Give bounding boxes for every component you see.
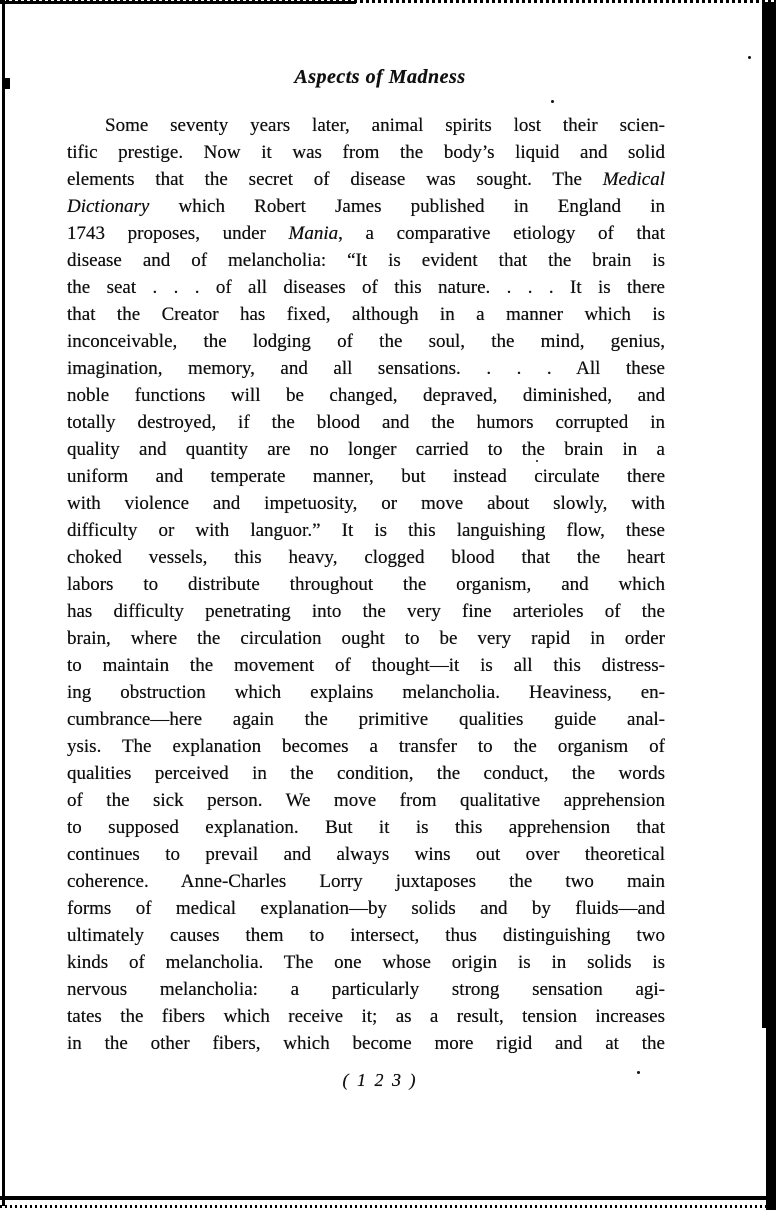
text-segment: choked vessels, this heavy, clogged blood that the heart (67, 547, 665, 568)
text-segment: cumbrance—here again the primitive qualities guide anal- (67, 709, 665, 730)
text-line (67, 922, 665, 949)
body-text (67, 112, 665, 1057)
text-segment: imagination, memory, and all sensations. . . . All these (67, 358, 665, 379)
text-segment: coherence. Anne-Charles Lorry juxtaposes the two main (67, 871, 665, 892)
text-segment: to maintain the movement of thought—it is all this distress- (67, 655, 665, 676)
text-line (67, 463, 665, 490)
text-line (67, 976, 665, 1003)
text-segment: noble functions will be changed, depraved, diminished, and (67, 385, 665, 406)
text-segment: forms of medical explanation—by solids and by fluids—and (67, 898, 665, 919)
italic-text-segment: Dictionary (67, 196, 150, 217)
text-line (67, 571, 665, 598)
text-segment: quality and quantity are no longer carried to the brain in a (67, 439, 665, 460)
text-segment: ultimately causes them to intersect, thus distinguishing two (67, 925, 665, 946)
text-line (67, 652, 665, 679)
text-segment: continues to prevail and always wins out over theoretical (67, 844, 665, 865)
text-line (67, 895, 665, 922)
text-line (67, 139, 665, 166)
text-line (67, 436, 665, 463)
text-line (67, 598, 665, 625)
text-line (67, 220, 665, 247)
text-line (67, 760, 665, 787)
text-segment: difficulty or with languor.” It is this languishing flow, these (67, 520, 665, 541)
text-line (67, 787, 665, 814)
italic-text-segment: Medical (602, 169, 665, 190)
text-line (67, 814, 665, 841)
scan-artifact-left-notch (2, 78, 10, 89)
text-line (67, 274, 665, 301)
text-line (67, 679, 665, 706)
scan-speck (748, 56, 751, 59)
text-segment: inconceivable, the lodging of the soul, the mind, genius, (67, 331, 665, 352)
text-segment: qualities perceived in the condition, the conduct, the words (67, 763, 665, 784)
text-line (67, 949, 665, 976)
text-segment: totally destroyed, if the blood and the humors corrupted in (67, 412, 665, 433)
scan-border-bottom-rule (0, 1196, 776, 1200)
text-segment: in the other fibers, which become more rigid and at the (67, 1033, 665, 1054)
italic-text-segment: Mania (288, 223, 339, 244)
text-line (67, 625, 665, 652)
text-line (67, 409, 665, 436)
text-line (67, 517, 665, 544)
text-line (67, 1030, 665, 1057)
text-segment: brain, where the circulation ought to be very rapid in order (67, 628, 665, 649)
text-line (67, 301, 665, 328)
text-segment: tific prestige. Now it was from the body’s liquid and solid (67, 142, 665, 163)
scan-speck (551, 100, 554, 103)
text-segment: Some seventy years later, animal spirits lost their scien- (105, 115, 665, 136)
text-segment: ing obstruction which explains melancholia. Heaviness, en- (67, 682, 665, 703)
text-segment: , a comparative etiology of that (338, 223, 665, 244)
scan-border-top-rule (0, 1, 356, 4)
scan-border-right-bar (762, 2, 776, 1028)
text-line (67, 1003, 665, 1030)
text-line (67, 868, 665, 895)
page-number: ( 1 2 3 ) (342, 1070, 418, 1090)
text-line (67, 706, 665, 733)
text-line (67, 355, 665, 382)
text-segment: which Robert James published in England in (149, 196, 665, 217)
text-segment: of the sick person. We move from qualitative apprehension (67, 790, 665, 811)
text-segment: nervous melancholia: a particularly strong sensation agi- (67, 979, 665, 1000)
text-segment: kinds of melancholia. The one whose origin is in solids is (67, 952, 665, 973)
text-segment: elements that the secret of disease was sought. The (67, 169, 603, 190)
text-line (67, 328, 665, 355)
text-segment: that the Creator has fixed, although in a manner which is (67, 304, 665, 325)
text-segment: to supposed explanation. But it is this apprehension that (67, 817, 665, 838)
text-segment: the seat . . . of all diseases of this nature. . . . It is there (67, 277, 665, 298)
text-line (67, 733, 665, 760)
text-segment: disease and of melancholia: “It is evident that the brain is (67, 250, 665, 271)
text-line (67, 490, 665, 517)
running-header: Aspects of Madness (294, 66, 466, 88)
text-segment: tates the fibers which receive it; as a result, tension increases (67, 1006, 665, 1027)
text-line (67, 841, 665, 868)
text-segment: uniform and temperate manner, but instead circulate there (67, 466, 665, 487)
text-line (67, 247, 665, 274)
text-segment: has difficulty penetrating into the very fine arterioles of the (67, 601, 665, 622)
text-line (67, 544, 665, 571)
text-line (67, 166, 665, 193)
scan-border-right-bar-lower (766, 1028, 776, 1210)
text-line (67, 112, 665, 139)
text-segment: ysis. The explanation becomes a transfer to the organism of (67, 736, 665, 757)
scan-border-bottom-dotted (0, 1205, 776, 1208)
text-segment: with violence and impetuosity, or move about slowly, with (67, 493, 665, 514)
text-segment: labors to distribute throughout the organism, and which (67, 574, 665, 595)
text-segment: 1743 proposes, under (67, 223, 289, 244)
text-line (67, 193, 665, 220)
text-line (67, 382, 665, 409)
scan-border-left-rule (2, 0, 5, 1206)
